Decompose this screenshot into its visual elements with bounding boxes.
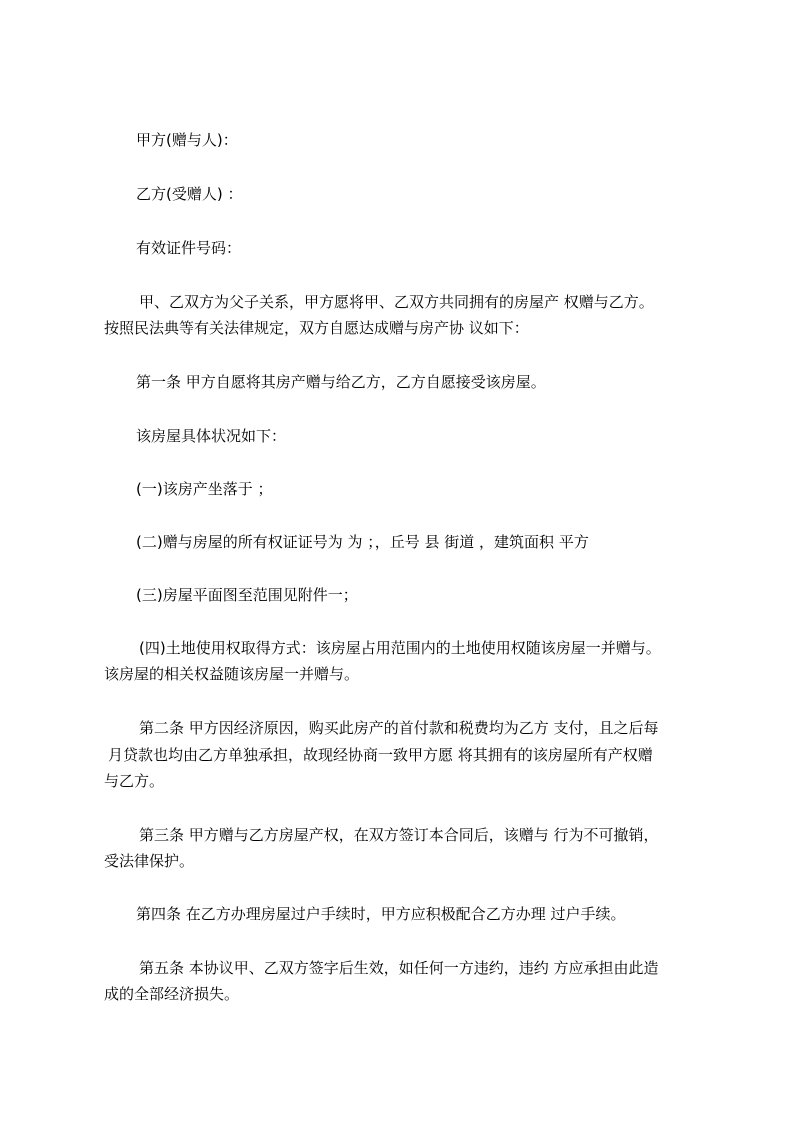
article-5-line-1: 第五条 本协议甲、乙双方签字后生效，如任何一方违约，违约 方应承担由此造 <box>139 959 659 977</box>
land-use-right-line-2: 该房屋的相关权益随该房屋一并赠与。 <box>104 665 360 683</box>
article-2-line-3: 与乙方。 <box>104 772 165 790</box>
article-3-line-2: 受法律保护。 <box>104 852 195 870</box>
article-2-line-1: 第二条 甲方因经济原因，购买此房产的首付款和税费均为乙方 支付，且之后每 <box>139 719 659 737</box>
article-1: 第一条 甲方自愿将其房产赠与给乙方，乙方自愿接受该房屋。 <box>136 373 546 391</box>
party-b-label: 乙方(受赠人) ： <box>136 185 243 203</box>
id-number-label: 有效证件号码： <box>136 239 242 257</box>
intro-line-2: 按照民法典等有关法律规定，双方自愿达成赠与房产协 议如下： <box>104 319 529 337</box>
article-5-line-2: 成的全部经济损失。 <box>104 985 240 1003</box>
intro-line-1: 甲、乙双方为父子关系，甲方愿将甲、乙双方共同拥有的房屋产 权赠与乙方。 <box>139 293 654 311</box>
land-use-right-line-1: (四)土地使用权取得方式：该房屋占用范围内的土地使用权随该房屋一并赠与。 <box>139 639 661 657</box>
party-a-label: 甲方(赠与人)： <box>136 131 238 149</box>
property-location: (一)该房产坐落于 ； <box>136 480 273 498</box>
property-floor-plan: (三)房屋平面图至范围见附件一； <box>136 586 358 604</box>
property-certificate: (二)赠与房屋的所有权证证号为 为 ；，丘号 县 街道 ，建筑面积 平方 <box>136 533 589 551</box>
article-2-line-2: 月贷款也均由乙方单独承担，故现经协商一致甲方愿 将其拥有的该房屋所有产权赠 <box>108 746 653 764</box>
article-3-line-1: 第三条 甲方赠与乙方房屋产权，在双方签订本合同后，该赠与 行为不可撤销， <box>139 826 659 844</box>
property-details-heading: 该房屋具体状况如下： <box>136 427 287 445</box>
article-4: 第四条 在乙方办理房屋过户手续时，甲方应积极配合乙方办理 过户手续。 <box>136 905 626 923</box>
